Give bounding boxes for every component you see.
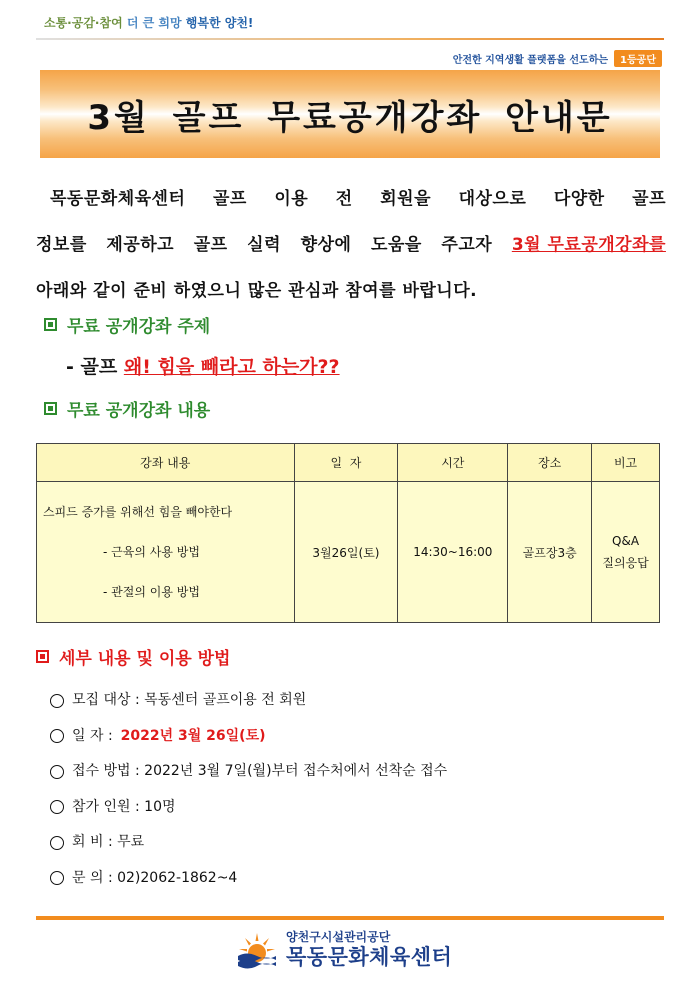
lecture-subject bbox=[66, 352, 340, 379]
col-header-note: 비고 bbox=[592, 444, 660, 482]
intro-word: 도움을 bbox=[371, 235, 422, 255]
square-bullet-icon bbox=[44, 402, 57, 415]
cell-topic bbox=[37, 482, 295, 623]
topic-sub-2: - 관절의 이용 방법 bbox=[103, 585, 200, 599]
tagline bbox=[453, 50, 662, 67]
tagline-badge: 1등공단 bbox=[614, 50, 662, 67]
list-item bbox=[50, 861, 447, 897]
details-list bbox=[50, 683, 447, 896]
footer-org-name: 목동문화체육센터 bbox=[286, 945, 453, 969]
section-heading-details-text: 세부 내용 및 이용 방법 bbox=[59, 649, 231, 669]
detail-apply: 접수 방법 : 2022년 3월 7일(월)부터 접수처에서 선착순 접수 bbox=[72, 763, 448, 779]
intro-line-1 bbox=[36, 176, 666, 222]
intro-word: 향상에 bbox=[300, 235, 352, 255]
list-item bbox=[50, 683, 447, 719]
intro-word: 회원을 bbox=[380, 189, 432, 209]
intro-word: 다양한 bbox=[553, 189, 605, 209]
intro-word: 목동문화체육센터 bbox=[50, 189, 186, 209]
col-header-time: 시간 bbox=[398, 444, 508, 482]
table-header-row bbox=[37, 444, 660, 482]
cell-date: 3월26일(토) bbox=[294, 482, 398, 623]
intro-word: 실력 bbox=[247, 235, 282, 255]
circle-bullet-icon bbox=[50, 729, 64, 743]
footer-org-parent: 양천구시설관리공단 bbox=[286, 930, 391, 944]
cell-time: 14:30~16:00 bbox=[398, 482, 508, 623]
slogan bbox=[44, 14, 253, 31]
cell-place: 골프장3층 bbox=[508, 482, 592, 623]
intro-word: 전 bbox=[335, 189, 353, 209]
bottom-divider bbox=[36, 916, 664, 920]
lecture-subject-highlight: 왜! 힘을 빼라고 하는가?? bbox=[123, 356, 340, 378]
detail-date-value: 2022년 3월 26일(토) bbox=[120, 727, 266, 744]
intro-word: 정보를 bbox=[36, 235, 87, 255]
list-item bbox=[50, 790, 447, 826]
cell-note bbox=[592, 482, 660, 623]
list-item bbox=[50, 825, 447, 861]
topic-main: 스피드 증가를 위해선 힘을 빼야한다 bbox=[43, 505, 233, 519]
note-line-1: Q&A bbox=[612, 534, 640, 548]
intro-word: 대상으로 bbox=[458, 189, 527, 209]
detail-contact: 문 의 : 02)2062-1862~4 bbox=[72, 869, 238, 886]
circle-bullet-icon bbox=[50, 836, 64, 850]
list-item bbox=[50, 754, 447, 790]
list-item bbox=[50, 719, 447, 755]
footer bbox=[236, 928, 452, 969]
intro-line-2 bbox=[36, 222, 666, 268]
col-header-topic: 강좌 내용 bbox=[37, 444, 295, 482]
col-header-date: 일 자 bbox=[294, 444, 398, 482]
lecture-subject-prefix: - 골프 bbox=[66, 356, 118, 378]
intro-highlight: 3월 무료공개강좌를 bbox=[511, 235, 666, 255]
table-row bbox=[37, 482, 660, 623]
section-heading-subject-text: 무료 공개강좌 주제 bbox=[67, 317, 211, 337]
intro-word: 주고자 bbox=[441, 235, 493, 255]
tagline-text: 안전한 지역생활 플랫폼을 선도하는 bbox=[452, 55, 609, 66]
intro-word: 이용 bbox=[274, 189, 309, 209]
detail-capacity: 참가 인원 : 10명 bbox=[72, 798, 176, 815]
slogan-part-3: 행복한 양천! bbox=[185, 16, 254, 30]
sun-wave-logo-icon bbox=[236, 929, 278, 969]
intro-word: 골프 bbox=[193, 235, 228, 255]
detail-recruit: 모집 대상 : 목동센터 골프이용 전 회원 bbox=[72, 692, 307, 708]
square-bullet-icon bbox=[36, 650, 49, 663]
circle-bullet-icon bbox=[50, 800, 64, 814]
title-banner bbox=[40, 70, 660, 158]
intro-line-3: 아래와 같이 준비 하였으니 많은 관심과 참여를 바랍니다. bbox=[36, 281, 478, 301]
col-header-place: 장소 bbox=[508, 444, 592, 482]
circle-bullet-icon bbox=[50, 871, 64, 885]
footer-org bbox=[286, 928, 452, 969]
detail-fee: 회 비 : 무료 bbox=[72, 834, 145, 850]
intro-paragraph bbox=[36, 176, 666, 314]
detail-date-label: 일 자 : bbox=[72, 727, 113, 744]
intro-word: 제공하고 bbox=[106, 235, 175, 255]
section-heading-content bbox=[44, 396, 210, 421]
top-divider bbox=[36, 38, 664, 40]
page-title: 3월 골프 무료공개강좌 안내문 bbox=[87, 97, 613, 138]
slogan-part-1: 소통·공감·참여 bbox=[44, 16, 123, 30]
section-heading-details bbox=[36, 644, 230, 669]
intro-word: 골프 bbox=[212, 189, 247, 209]
topic-sub-1: - 근육의 사용 방법 bbox=[103, 545, 200, 559]
circle-bullet-icon bbox=[50, 694, 64, 708]
lecture-table bbox=[36, 443, 660, 623]
note-line-2: 질의응답 bbox=[602, 556, 649, 570]
circle-bullet-icon bbox=[50, 765, 64, 779]
square-bullet-icon bbox=[44, 318, 57, 331]
slogan-part-2: 더 큰 희망 bbox=[126, 16, 182, 30]
section-heading-content-text: 무료 공개강좌 내용 bbox=[67, 401, 211, 421]
intro-word: 골프 bbox=[632, 189, 666, 209]
section-heading-subject bbox=[44, 312, 210, 337]
